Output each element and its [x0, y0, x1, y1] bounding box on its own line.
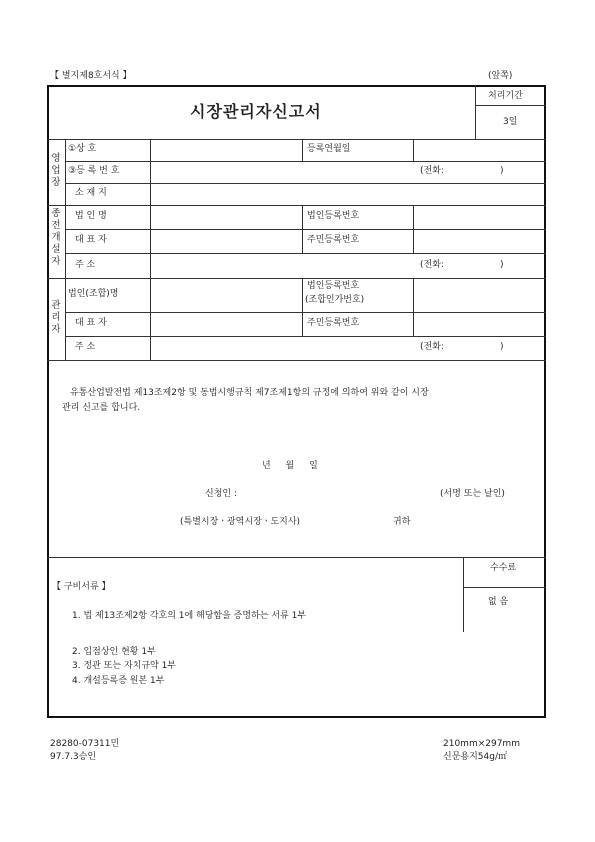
- form-frame: [47, 85, 546, 718]
- phone-label: (전화:: [420, 342, 444, 352]
- section-business-text: 영업장: [51, 153, 61, 188]
- divider: [302, 278, 303, 336]
- section-business-label: [50, 153, 62, 189]
- mgr-assoc-number-label: (조합인가번호): [305, 295, 365, 305]
- divider: [47, 360, 546, 361]
- divider: [475, 105, 546, 106]
- phone-label: (전화:: [420, 166, 444, 176]
- required-doc-item: 3. 정관 또는 자치규약 1부: [72, 661, 177, 671]
- paper-type: 신문용지54g/㎡: [443, 752, 507, 762]
- corp-name-label: 법 인 명: [75, 211, 107, 221]
- required-doc-item: 1. 법 제13조제2항 각호의 1에 해당함을 증명하는 서류 1부: [72, 611, 306, 621]
- divider: [65, 139, 66, 360]
- divider: [47, 557, 546, 558]
- mgr-resident-number-label: 주민등록번호: [307, 318, 360, 328]
- divider: [413, 278, 414, 336]
- signature-label: (서명 또는 날인): [440, 489, 505, 499]
- statement-line-2: 관리 신고를 합니다.: [62, 403, 141, 413]
- divider: [47, 278, 546, 279]
- honorific-label: 귀하: [393, 517, 411, 527]
- reg-number-label: ③등 록 번 호: [68, 166, 120, 176]
- representative-label: 대 표 자: [75, 235, 107, 245]
- recipient-label: (특별시장ㆍ광역시장ㆍ도지사): [180, 517, 301, 527]
- company-name-label: ①상 호: [68, 144, 97, 154]
- section-founder-text: 종전개설자: [51, 208, 61, 267]
- required-doc-item: 2. 입점상인 현황 1부: [72, 647, 156, 657]
- phone-label: (전화:: [420, 260, 444, 270]
- divider: [302, 205, 303, 253]
- required-docs-title: 【 구비서류 】: [52, 582, 111, 592]
- form-title: 시장관리자신고서: [190, 102, 322, 121]
- paper-size: 210mm×297mm: [443, 739, 520, 749]
- divider: [413, 205, 414, 253]
- location-label: 소 재 지: [75, 188, 107, 198]
- divider: [65, 161, 546, 162]
- resident-number-label: 주민등록번호: [307, 235, 360, 245]
- form-code: 28280-07311민: [50, 739, 120, 749]
- fee-label: 수수료: [490, 563, 517, 573]
- page-side-label: (앞쪽): [488, 71, 513, 81]
- phone-close: ): [500, 342, 504, 352]
- divider: [302, 139, 303, 161]
- required-doc-item: 4. 개설등록증 원본 1부: [72, 676, 165, 686]
- form-number: 【 별지제8호서식 】: [50, 71, 132, 81]
- divider: [65, 183, 546, 184]
- section-manager-label: [50, 300, 62, 336]
- phone-close: ): [500, 166, 504, 176]
- approval-date: 97.7.3승인: [50, 752, 97, 762]
- divider: [463, 587, 546, 588]
- section-manager-text: 관리자: [51, 300, 61, 335]
- statement-line-1: 유통산업발전법 제13조제2항 및 동법시행규칙 제7조제1항의 규정에 의하여 위와 같이 시장: [70, 388, 429, 398]
- mgr-representative-label: 대 표 자: [75, 318, 107, 328]
- address-label: 주 소: [75, 260, 96, 270]
- divider: [150, 139, 151, 360]
- divider: [65, 229, 546, 230]
- divider: [413, 139, 414, 161]
- applicant-label: 신청인 :: [205, 489, 237, 499]
- mgr-corp-reg-number-label: 법인등록번호: [307, 281, 360, 291]
- divider: [47, 139, 546, 140]
- divider: [463, 557, 464, 632]
- corp-reg-number-label: 법인등록번호: [307, 211, 360, 221]
- mgr-corp-name-label: 법인(조합)명: [68, 289, 119, 299]
- date-line: 년 월 일: [262, 461, 318, 471]
- divider: [475, 85, 476, 139]
- mgr-address-label: 주 소: [75, 342, 96, 352]
- fee-value: 없 음: [488, 597, 509, 607]
- processing-period-value: 3일: [503, 117, 518, 127]
- divider: [65, 253, 546, 254]
- phone-close: ): [500, 260, 504, 270]
- reg-date-label: 등록연월일: [307, 144, 351, 154]
- section-founder-label: [50, 208, 62, 268]
- divider: [65, 312, 546, 313]
- processing-period-label: 처리기간: [488, 91, 523, 101]
- divider: [65, 336, 546, 337]
- divider: [47, 205, 546, 206]
